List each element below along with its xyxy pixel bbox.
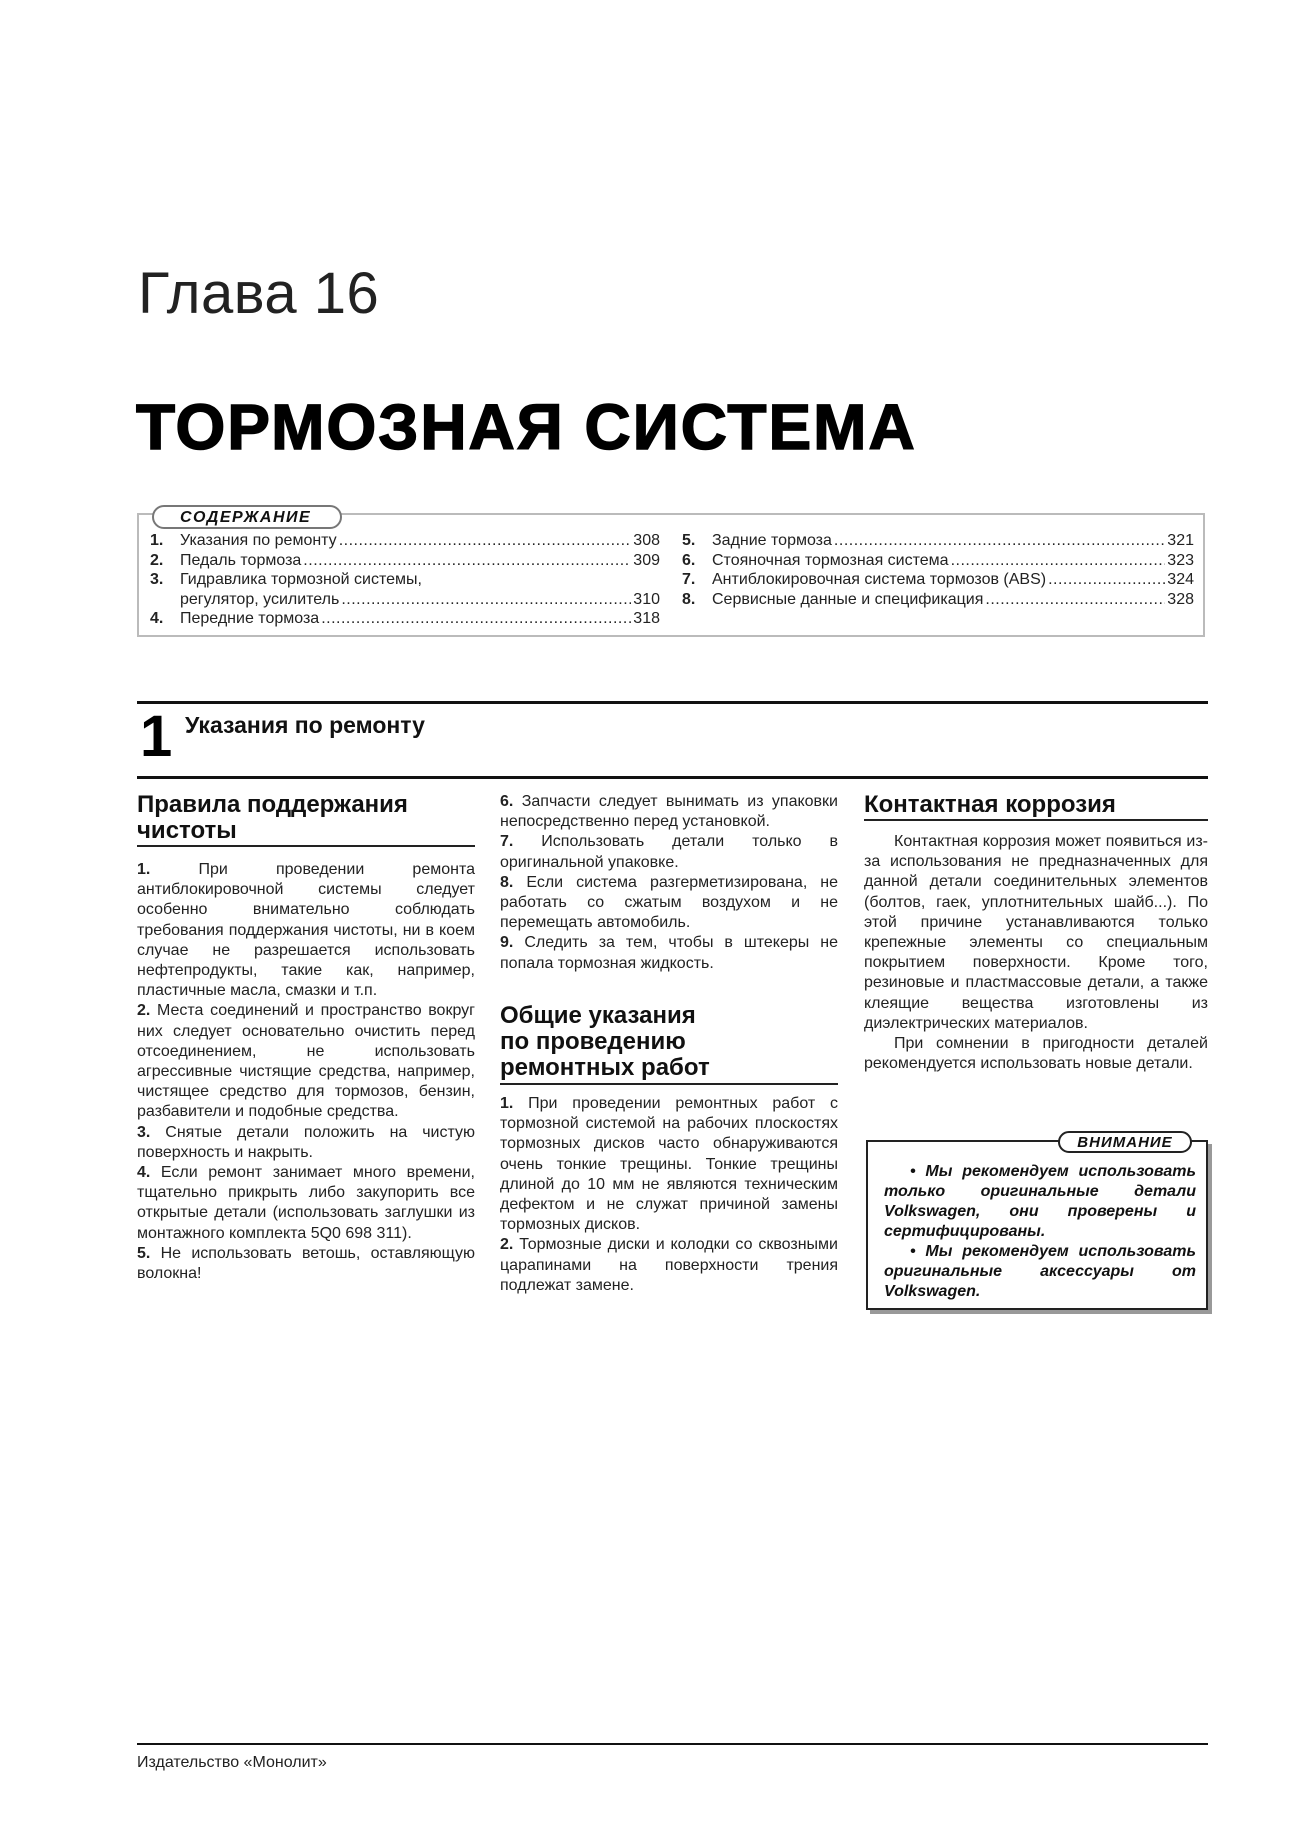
footer-rule xyxy=(137,1743,1208,1745)
contents-entry[interactable]: регулятор, усилитель ..... 310 xyxy=(150,590,660,610)
list-item: 1. При проведении ремонтных работ с тормозной системой на рабочих плоскостях тормозных дисков часто обнаруживаются очень тонкие трещины. Тонкие трещины длиной до 10 мм не являются техническим дефектом и не служат причиной замены тормозных дисков. xyxy=(500,1095,839,1234)
contents-entry[interactable]: 2. Педаль тормоза ..... 309 xyxy=(150,551,660,571)
contents-entry[interactable]: 8. Сервисные данные и спецификация ..... 328 xyxy=(682,590,1194,610)
list-item: 7. Использовать детали только в оригинальной упаковке. xyxy=(500,833,838,871)
list-item: 2. Тормозные диски и колодки со сквозными царапинами на поверхности трения подлежат замене. xyxy=(500,1236,838,1294)
list-item: 2. Места соединений и пространство вокруг них следует основательно очистить перед отсоединением, не использовать агрессивные чистящие средства, например, чистящее средство для тормозов, бензин, разбавители и подобные средства. xyxy=(137,1002,475,1121)
contents-entry[interactable]: 5. Задние тормоза ..... 321 xyxy=(682,531,1194,551)
publisher-footer: Издательство «Монолит» xyxy=(137,1754,327,1771)
section-top-rule xyxy=(137,701,1208,704)
contents-entry[interactable]: 1. Указания по ремонту ..... 308 xyxy=(150,531,660,551)
list-item: 8. Если система разгерметизирована, не работать со сжатым воздухом и не перемещать автомобиль. xyxy=(500,873,838,932)
list-item: 4. Если ремонт занимает много времени, тщательно прикрыть либо закупорить все открытые детали (использовать заглушки из монтажного комплекта 5Q0 698 311). xyxy=(137,1164,475,1242)
section-title: Указания по ремонту xyxy=(185,712,425,738)
attention-label: ВНИМАНИЕ xyxy=(1058,1131,1192,1153)
contents-left-column xyxy=(150,531,660,629)
list-item: 6. Запчасти следует вынимать из упаковки непосредственно перед установкой. xyxy=(500,793,838,831)
heading-rule xyxy=(137,845,475,847)
heading-cleanliness: Правила поддержания чистоты xyxy=(137,791,408,844)
contents-entry[interactable]: 3. Гидравлика тормозной системы, xyxy=(150,571,422,588)
contents-label: СОДЕРЖАНИЕ xyxy=(152,505,342,529)
paragraph: Контактная коррозия может появиться из-за использования не предназначенных для данной детали соединительных элементов (болтов, гаек, уплотнительных шайб...). По этой причине устанавливаются только крепежные элементы со специальным покрытием поверхности. Кроме того, резиновые и пластмассовые детали, а также клеящие вещества изготовлены из диэлектрических материалов. xyxy=(864,833,1208,1032)
contents-entry[interactable]: 7. Антиблокировочная система тормозов (ABS) ..... 324 xyxy=(682,570,1194,590)
contents-entry[interactable]: 4. Передние тормоза ..... 318 xyxy=(150,609,660,629)
section-number: 1 xyxy=(140,704,173,769)
list-item: 3. Снятые детали положить на чистую поверхность и накрыть. xyxy=(137,1123,475,1161)
list-item: 9. Следить за тем, чтобы в штекеры не попала тормозная жидкость. xyxy=(500,934,838,972)
heading-general-instructions: Общие указания по проведению ремонтных работ xyxy=(500,1002,710,1081)
column-2-text-bottom xyxy=(500,1094,838,1296)
attention-text xyxy=(884,1162,1196,1302)
list-item: 5. Не использовать ветошь, оставляющую волокна! xyxy=(137,1244,476,1283)
list-item: 1. При проведении ремонта антиблокировочной системы следует особенно внимательно соблюдать требования поддержания чистоты, ни в коем случае не разрешается использовать нефтепродукты, такие как, например, пластичные масла, смазки и т.п. xyxy=(137,861,475,1000)
column-1-text xyxy=(137,860,475,1284)
heading-contact-corrosion: Контактная коррозия xyxy=(864,791,1116,818)
heading-rule xyxy=(864,819,1208,821)
heading-rule xyxy=(500,1083,838,1085)
contents-entry[interactable]: 6. Стояночная тормозная система ..... 323 xyxy=(682,551,1194,571)
section-bottom-rule xyxy=(137,776,1208,779)
page-title: ТОРМОЗНАЯ СИСТЕМА xyxy=(136,391,917,463)
note-item: • Мы рекомендуем использовать только оригинальные детали Volkswagen, они проверены и сертифицированы. xyxy=(884,1163,1196,1240)
column-2-text-top xyxy=(500,792,838,974)
paragraph: При сомнении в пригодности деталей рекомендуется использовать новые детали. xyxy=(864,1035,1208,1073)
column-3-text xyxy=(864,832,1208,1074)
note-item: • Мы рекомендуем использовать оригинальные аксессуары от Volkswagen. xyxy=(884,1243,1196,1300)
chapter-label: Глава 16 xyxy=(138,261,380,326)
contents-right-column xyxy=(682,531,1194,609)
